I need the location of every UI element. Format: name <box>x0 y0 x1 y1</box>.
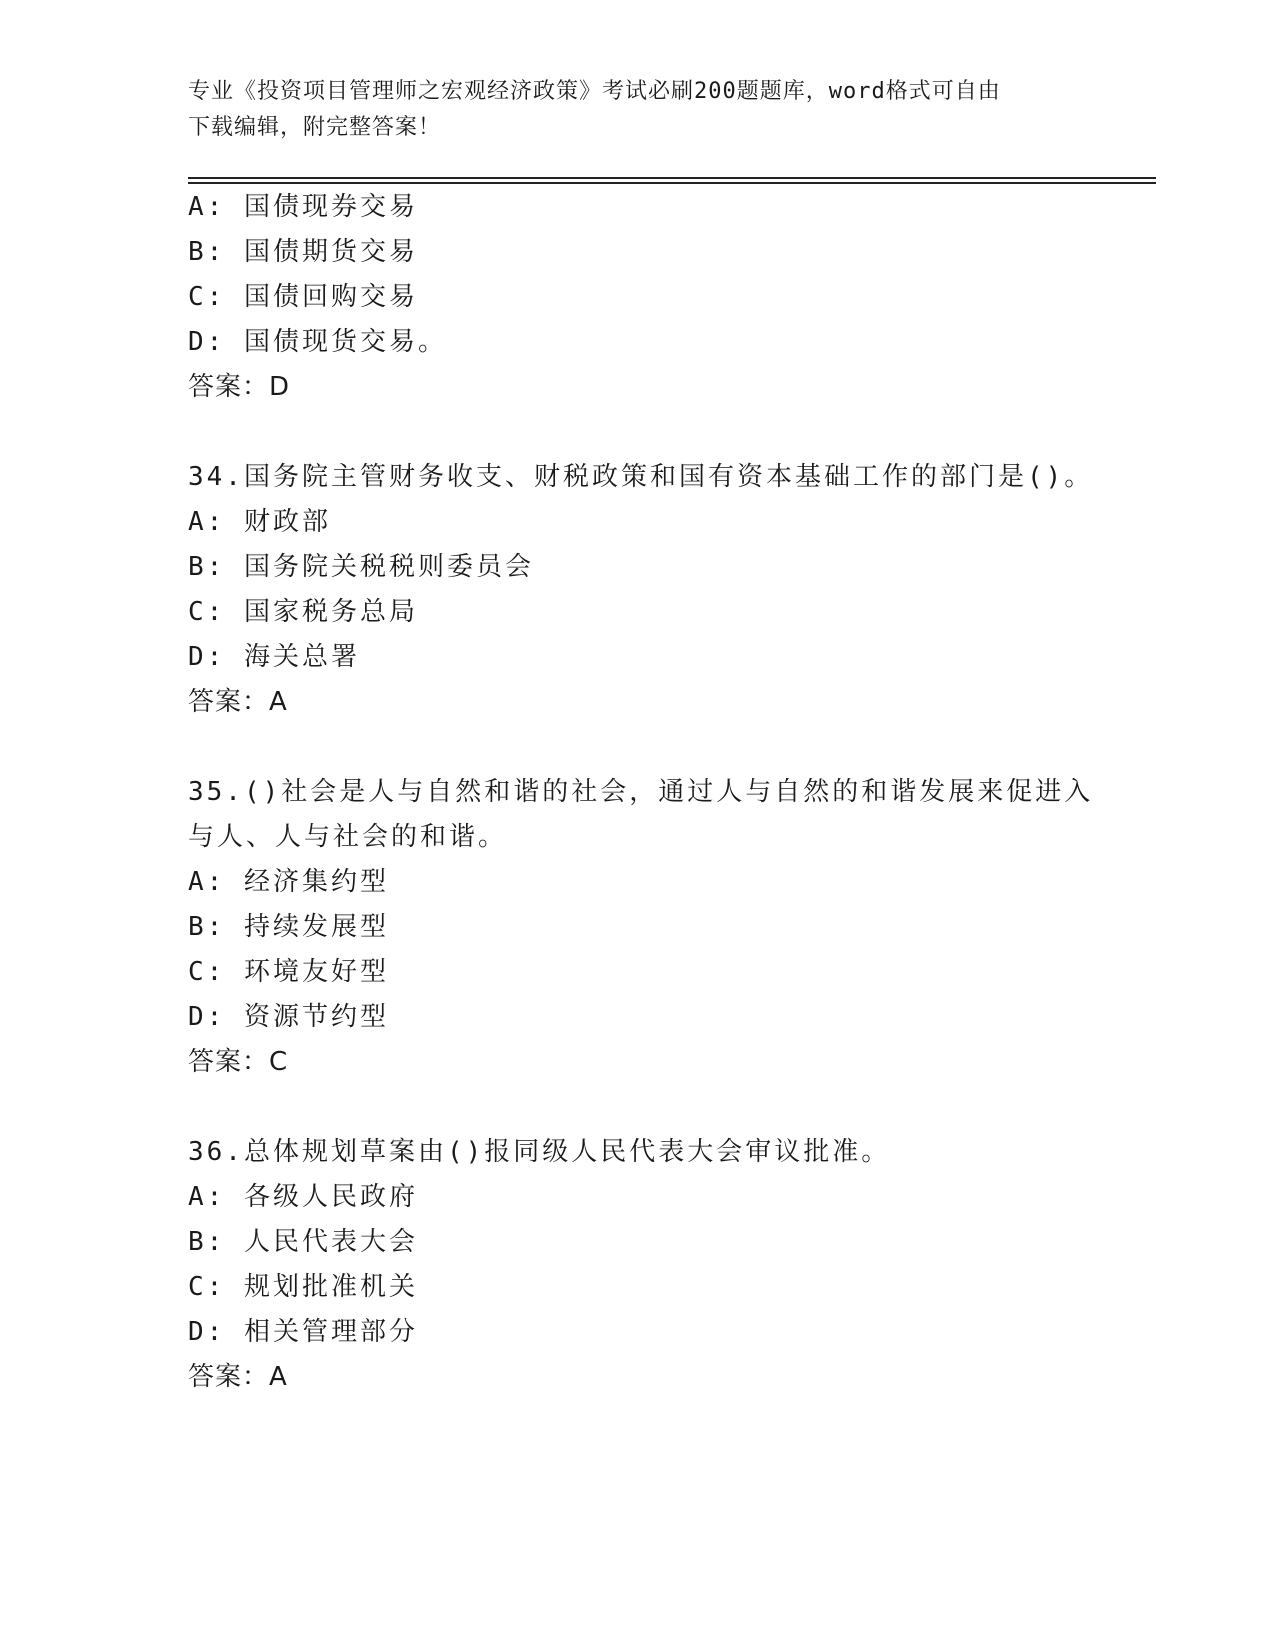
q34-option-a: A: 财政部 <box>188 507 331 537</box>
q35-option-b: B: 持续发展型 <box>188 912 389 942</box>
q33-option-c: C: 国债回购交易 <box>188 282 418 312</box>
q35-stem-line-1: 35.()社会是人与自然和谐的社会，通过人与自然的和谐发展来促进入 <box>188 777 1094 807</box>
q33-option-b: B: 国债期货交易 <box>188 237 418 267</box>
q33-answer: 答案：D <box>188 372 291 402</box>
q36-stem: 36.总体规划草案由()报同级人民代表大会审议批准。 <box>188 1137 891 1167</box>
q35-stem-line-2: 与人、人与社会的和谐。 <box>188 822 508 852</box>
q35-answer: 答案：C <box>188 1047 289 1077</box>
document-header <box>188 74 1068 146</box>
q36-option-d: D: 相关管理部分 <box>188 1317 418 1347</box>
header-divider-bottom <box>188 182 1156 184</box>
q34-stem: 34.国务院主管财务收支、财税政策和国有资本基础工作的部门是()。 <box>188 462 1094 492</box>
q36-option-c: C: 规划批准机关 <box>188 1272 418 1302</box>
header-line-1: 专业《投资项目管理师之宏观经济政策》考试必刷200题题库，word格式可自由 <box>188 79 1001 104</box>
header-line-2: 下载编辑，附完整答案！ <box>188 115 442 140</box>
header-divider-top <box>188 177 1156 179</box>
q35-option-a: A: 经济集约型 <box>188 867 389 897</box>
q35-option-d: D: 资源节约型 <box>188 1002 389 1032</box>
q34-answer: 答案：A <box>188 687 288 717</box>
q34-option-b: B: 国务院关税税则委员会 <box>188 552 534 582</box>
q36-answer: 答案：A <box>188 1362 288 1392</box>
q36-option-b: B: 人民代表大会 <box>188 1227 418 1257</box>
q34-option-c: C: 国家税务总局 <box>188 597 418 627</box>
q35-option-c: C: 环境友好型 <box>188 957 389 987</box>
q33-option-d: D: 国债现货交易。 <box>188 327 447 357</box>
q34-option-d: D: 海关总署 <box>188 642 360 672</box>
q33-option-a: A: 国债现券交易 <box>188 192 418 222</box>
q36-option-a: A: 各级人民政府 <box>188 1182 418 1212</box>
